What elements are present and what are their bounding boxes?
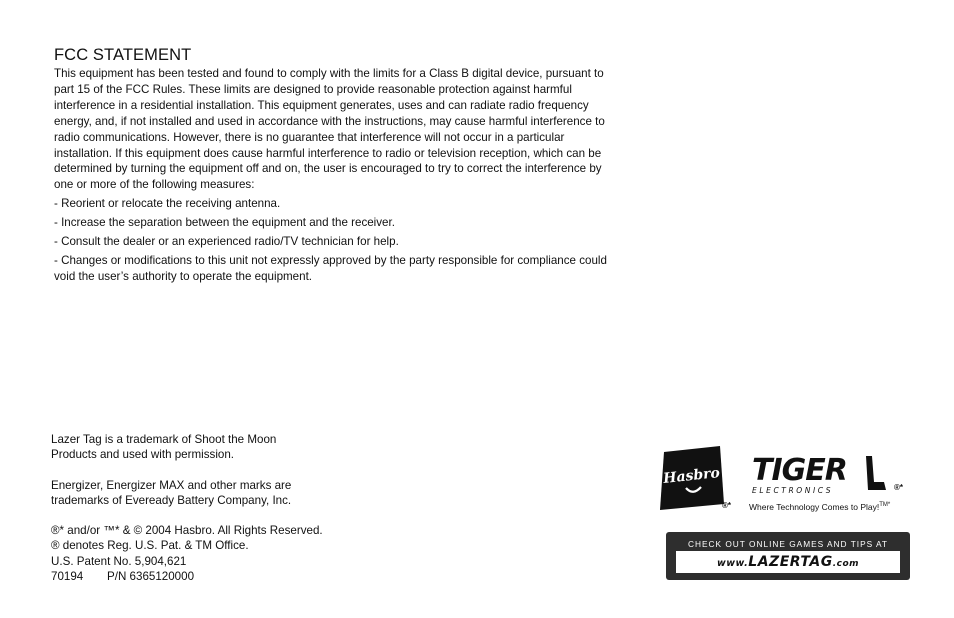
tiger-wordmark: TIGER [752, 453, 847, 488]
fcc-title: FCC STATEMENT [54, 46, 192, 64]
fcc-statement [54, 46, 614, 285]
tagline-tm: TM* [879, 502, 891, 509]
fcc-bullet: - Reorient or relocate the receiving antenna. [54, 197, 281, 211]
fcc-bullet: - Changes or modifications to this unit not expressly approved by the party responsible for compliance could void the user’s authority to operate the equipment. [54, 253, 607, 283]
tiger-reg-mark: ®* [894, 483, 904, 492]
hasbro-reg-mark: ®* [722, 501, 732, 510]
reg-notice: ® denotes Reg. U.S. Pat. & TM Office. [51, 539, 249, 553]
electronics-wordmark: ELECTRONICS [752, 486, 834, 495]
promo-url-box [676, 551, 900, 573]
part-number: P/N 6365120000 [107, 570, 195, 584]
lazer-tag-trademark [51, 432, 381, 463]
energizer-trademark [51, 478, 381, 509]
tagline-text: Where Technology Comes to Play! [749, 502, 880, 512]
fcc-body: This equipment has been tested and found to comply with the limits for a Class B digital device, pursuant to part 15 of the FCC Rules. These limits are designed to provide reasonable protection against harmful interference in a residential installation. This equipment generates, uses and can radiate radio frequency energy, and, if not installed and used in accordance with the instructions, may cause harmful interference to radio communications. However, there is no guarantee that interference will not occur in a particular installation. If this equipment does cause harmful interference to radio or television reception, which can be determined by turning the equipment off and on, the user is encouraged to try to correct the interference by one or more of the following measures: [54, 67, 605, 192]
url-prefix: www. [716, 558, 749, 569]
patent-number: U.S. Patent No. 5,904,621 [51, 554, 187, 568]
fcc-bullet: - Increase the separation between the equipment and the receiver. [54, 216, 395, 230]
lazer-tag-line-1: Lazer Tag is a trademark of Shoot the Moon [51, 433, 277, 446]
energizer-line-2: trademarks of Eveready Battery Company, Inc. [51, 493, 292, 507]
promo-url[interactable] [676, 554, 900, 570]
hasbro-wordmark: Hasbro [662, 465, 721, 487]
lazer-tag-line-2: Products and used with permission. [51, 448, 235, 462]
hasbro-logo [660, 446, 724, 510]
tiger-electronics-logo [750, 452, 892, 498]
url-main: LAZERTAG [748, 554, 833, 570]
url-suffix: .com [832, 559, 860, 569]
legal-notices [51, 432, 381, 584]
lazertag-promo-banner [666, 532, 910, 580]
rights-reserved: ®* and/or ™* & © 2004 Hasbro. All Rights Reserved. [51, 524, 323, 538]
tiger-tagline [749, 502, 890, 512]
fcc-bullet: - Consult the dealer or an experienced radio/TV technician for help. [54, 235, 399, 249]
copyright-block [51, 523, 381, 584]
promo-headline: CHECK OUT ONLINE GAMES AND TIPS AT [688, 539, 888, 549]
model-number: 70194 [51, 570, 84, 584]
energizer-line-1: Energizer, Energizer MAX and other marks are [51, 478, 292, 492]
